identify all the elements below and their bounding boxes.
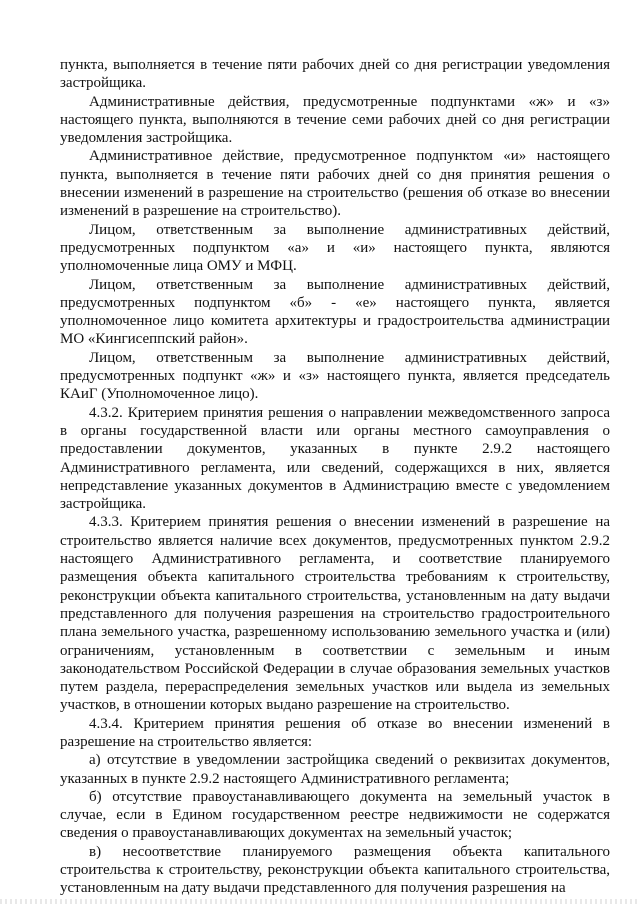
paragraph-12: в) несоответствие планируемого размещения объекта капитального строительства к строительству, реконструкции объекта капитального строительства, установленным на дату выдачи представленного для получения разрешения на bbox=[60, 843, 610, 897]
document-body bbox=[60, 56, 610, 898]
paragraph-4: Лицом, ответственным за выполнение административных действий, предусмотренных подпунктом «а» и «и» настоящего пункта, являются уполномоченные лица ОМУ и МФЦ. bbox=[60, 221, 610, 275]
paragraph-2: Административные действия, предусмотренные подпунктами «ж» и «з» настоящего пункта, выполняются в течение семи рабочих дней со дня регистрации уведомления застройщика. bbox=[60, 93, 610, 147]
paragraph-10: а) отсутствие в уведомлении застройщика сведений о реквизитах документов, указанных в пункте 2.9.2 настоящего Административного регламента; bbox=[60, 752, 610, 787]
paragraph-5: Лицом, ответственным за выполнение административных действий, предусмотренных подпунктом «б» - «е» настоящего пункта, является уполномоченное лицо комитета архитектуры и градостроительства администрации МО «Кингисеппский район». bbox=[60, 276, 610, 348]
paragraph-3: Административное действие, предусмотренное подпунктом «и» настоящего пункта, выполняется в течение пяти рабочих дней со дня принятия решения о внесении изменений в разрешение на строительство (решения об отказе во внесении изменений в разрешение на строительство). bbox=[60, 148, 610, 220]
scan-bottom-edge bbox=[0, 899, 640, 904]
paragraph-9: 4.3.4. Критерием принятия решения об отказе во внесении изменений в разрешение на строительство является: bbox=[60, 715, 610, 750]
paragraph-11: б) отсутствие правоустанавливающего документа на земельный участок в случае, если в Едином государственном реестре недвижимости не содержатся сведения о правоустанавливающих документах на земельный участок; bbox=[60, 788, 610, 842]
paragraph-6: Лицом, ответственным за выполнение административных действий, предусмотренных подпункт «ж» и «з» настоящего пункта, является председатель КАиГ (Уполномоченное лицо). bbox=[60, 349, 610, 403]
paragraph-8: 4.3.3. Критерием принятия решения о внесении изменений в разрешение на строительство является наличие всех документов, предусмотренных пунктом 2.9.2 настоящего Административного регламента, и соответствие планируемого размещения объекта капитального строительства требованиям к строительству, реконструкции объекта капитального строительства, установленным на дату выдачи представленного для получения разрешения на строительство градостроительного плана земельного участка, разрешенному использованию земельного участка и (или) ограничениям, установленным в соответствии с земельным и иным законодательством Российской Федерации в случае образования земельных участков путем раздела, перераспределения земельных участков или выдела из земельных участков, в отношении которых выдано разрешение на строительство. bbox=[60, 514, 610, 714]
paragraph-7: 4.3.2. Критерием принятия решения о направлении межведомственного запроса в органы государственной власти или органы местного самоуправления о предоставлении документов, указанных в пункте 2.9.2 настоящего Административного регламента, или сведений, содержащихся в них, является непредставление указанных документов в Администрацию вместе с уведомлением застройщика. bbox=[60, 404, 610, 513]
paragraph-1: пункта, выполняется в течение пяти рабочих дней со дня регистрации уведомления застройщика. bbox=[60, 57, 610, 92]
